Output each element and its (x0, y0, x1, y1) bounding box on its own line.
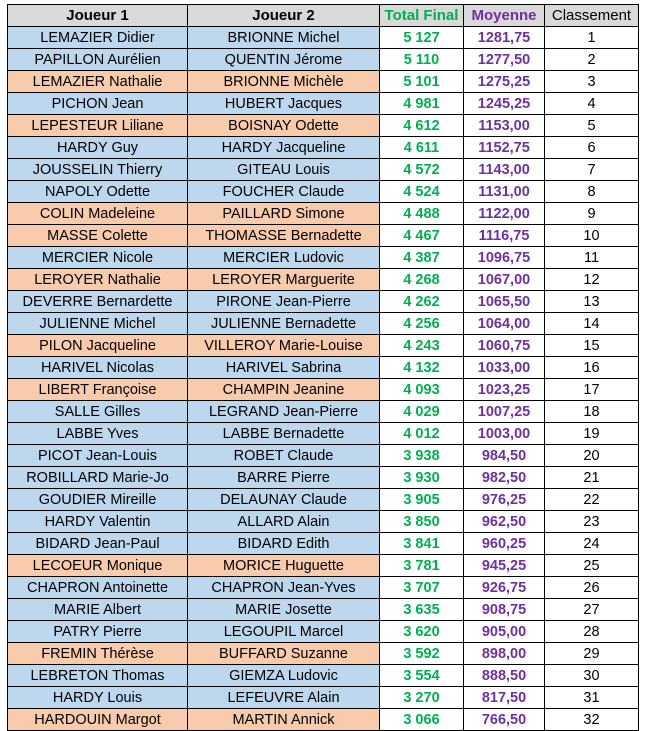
table-row (8, 49, 639, 71)
player2-cell: LEFEUVRE Alain (188, 687, 380, 709)
table-row (8, 71, 639, 93)
player1-cell: PICOT Jean-Louis (8, 445, 188, 467)
total-cell: 3 850 (380, 511, 464, 533)
player1-cell: DEVERRE Bernardette (8, 291, 188, 313)
header-total: Total Final (380, 5, 464, 27)
table-row (8, 489, 639, 511)
player2-cell: HARIVEL Sabrina (188, 357, 380, 379)
rank-cell: 24 (545, 533, 639, 555)
player1-cell: BIDARD Jean-Paul (8, 533, 188, 555)
player2-cell: HUBERT Jacques (188, 93, 380, 115)
player2-cell: BRIONNE Michel (188, 27, 380, 49)
player2-cell: ALLARD Alain (188, 511, 380, 533)
table-row (8, 709, 639, 731)
table-row (8, 335, 639, 357)
rank-cell: 9 (545, 203, 639, 225)
table-row (8, 445, 639, 467)
total-cell: 3 620 (380, 621, 464, 643)
table-row (8, 27, 639, 49)
average-cell: 962,50 (464, 511, 545, 533)
player1-cell: LEBRETON Thomas (8, 665, 188, 687)
rank-cell: 1 (545, 27, 639, 49)
player1-cell: LEPESTEUR Liliane (8, 115, 188, 137)
total-cell: 3 841 (380, 533, 464, 555)
table-row (8, 379, 639, 401)
table-row (8, 269, 639, 291)
player2-cell: MARIE Josette (188, 599, 380, 621)
player2-cell: MERCIER Ludovic (188, 247, 380, 269)
average-cell: 1060,75 (464, 335, 545, 357)
rank-cell: 5 (545, 115, 639, 137)
player1-cell: PILON Jacqueline (8, 335, 188, 357)
average-cell: 1116,75 (464, 225, 545, 247)
total-cell: 3 905 (380, 489, 464, 511)
rank-cell: 23 (545, 511, 639, 533)
table-row (8, 137, 639, 159)
header-rank: Classement (545, 5, 639, 27)
player1-cell: CHAPRON Antoinette (8, 577, 188, 599)
rank-cell: 30 (545, 665, 639, 687)
rank-cell: 28 (545, 621, 639, 643)
rank-cell: 32 (545, 709, 639, 731)
player2-cell: GIEMZA Ludovic (188, 665, 380, 687)
rank-cell: 4 (545, 93, 639, 115)
table-row (8, 291, 639, 313)
rank-cell: 31 (545, 687, 639, 709)
average-cell: 1143,00 (464, 159, 545, 181)
total-cell: 3 592 (380, 643, 464, 665)
player2-cell: BARRE Pierre (188, 467, 380, 489)
player1-cell: HARDY Louis (8, 687, 188, 709)
player2-cell: QUENTIN Jérome (188, 49, 380, 71)
total-cell: 4 612 (380, 115, 464, 137)
average-cell: 1033,00 (464, 357, 545, 379)
table-row (8, 225, 639, 247)
header-average: Moyenne (464, 5, 545, 27)
rank-cell: 12 (545, 269, 639, 291)
total-cell: 4 981 (380, 93, 464, 115)
player1-cell: GOUDIER Mireille (8, 489, 188, 511)
player1-cell: HARDY Valentin (8, 511, 188, 533)
table-row (8, 247, 639, 269)
rank-cell: 16 (545, 357, 639, 379)
player2-cell: PAILLARD Simone (188, 203, 380, 225)
total-cell: 4 256 (380, 313, 464, 335)
total-cell: 4 132 (380, 357, 464, 379)
rank-cell: 8 (545, 181, 639, 203)
total-cell: 3 635 (380, 599, 464, 621)
header-player1: Joueur 1 (8, 5, 188, 27)
player1-cell: LABBE Yves (8, 423, 188, 445)
table-row (8, 533, 639, 555)
table-row (8, 511, 639, 533)
total-cell: 5 127 (380, 27, 464, 49)
total-cell: 4 572 (380, 159, 464, 181)
rank-cell: 19 (545, 423, 639, 445)
player2-cell: THOMASSE Bernadette (188, 225, 380, 247)
average-cell: 1131,00 (464, 181, 545, 203)
player2-cell: BRIONNE Michèle (188, 71, 380, 93)
total-cell: 4 262 (380, 291, 464, 313)
table-row (8, 423, 639, 445)
player2-cell: MARTIN Annick (188, 709, 380, 731)
rank-cell: 17 (545, 379, 639, 401)
player1-cell: HARDOUIN Margot (8, 709, 188, 731)
rank-cell: 13 (545, 291, 639, 313)
average-cell: 976,25 (464, 489, 545, 511)
player1-cell: LEMAZIER Nathalie (8, 71, 188, 93)
rank-cell: 18 (545, 401, 639, 423)
rank-cell: 20 (545, 445, 639, 467)
player1-cell: MASSE Colette (8, 225, 188, 247)
header-player2: Joueur 2 (188, 5, 380, 27)
table-row (8, 599, 639, 621)
total-cell: 3 707 (380, 577, 464, 599)
rank-cell: 27 (545, 599, 639, 621)
player1-cell: MERCIER Nicole (8, 247, 188, 269)
table-row (8, 555, 639, 577)
average-cell: 908,75 (464, 599, 545, 621)
average-cell: 1007,25 (464, 401, 545, 423)
player2-cell: VILLEROY Marie-Louise (188, 335, 380, 357)
player1-cell: SALLE Gilles (8, 401, 188, 423)
average-cell: 817,50 (464, 687, 545, 709)
player1-cell: JULIENNE Michel (8, 313, 188, 335)
player2-cell: JULIENNE Bernadette (188, 313, 380, 335)
player2-cell: BIDARD Edith (188, 533, 380, 555)
average-cell: 1281,75 (464, 27, 545, 49)
player2-cell: CHAPRON Jean-Yves (188, 577, 380, 599)
player1-cell: MARIE Albert (8, 599, 188, 621)
total-cell: 5 110 (380, 49, 464, 71)
total-cell: 3 066 (380, 709, 464, 731)
player1-cell: LIBERT Françoise (8, 379, 188, 401)
table-row (8, 181, 639, 203)
average-cell: 1023,25 (464, 379, 545, 401)
total-cell: 4 012 (380, 423, 464, 445)
average-cell: 1153,00 (464, 115, 545, 137)
average-cell: 1096,75 (464, 247, 545, 269)
player2-cell: DELAUNAY Claude (188, 489, 380, 511)
rank-cell: 10 (545, 225, 639, 247)
table-row (8, 467, 639, 489)
player1-cell: HARDY Guy (8, 137, 188, 159)
average-cell: 1152,75 (464, 137, 545, 159)
average-cell: 960,25 (464, 533, 545, 555)
total-cell: 4 093 (380, 379, 464, 401)
average-cell: 1245,25 (464, 93, 545, 115)
player1-cell: JOUSSELIN Thierry (8, 159, 188, 181)
player1-cell: LEMAZIER Didier (8, 27, 188, 49)
header-row (8, 5, 639, 27)
total-cell: 5 101 (380, 71, 464, 93)
player2-cell: LEROYER Marguerite (188, 269, 380, 291)
rank-cell: 11 (545, 247, 639, 269)
average-cell: 1275,25 (464, 71, 545, 93)
table-row (8, 687, 639, 709)
player1-cell: FREMIN Thérèse (8, 643, 188, 665)
total-cell: 4 387 (380, 247, 464, 269)
rank-cell: 2 (545, 49, 639, 71)
player1-cell: COLIN Madeleine (8, 203, 188, 225)
player2-cell: BUFFARD Suzanne (188, 643, 380, 665)
player1-cell: ROBILLARD Marie-Jo (8, 467, 188, 489)
rank-cell: 3 (545, 71, 639, 93)
table-row (8, 401, 639, 423)
table-row (8, 115, 639, 137)
total-cell: 4 029 (380, 401, 464, 423)
player2-cell: ROBET Claude (188, 445, 380, 467)
total-cell: 4 467 (380, 225, 464, 247)
total-cell: 3 554 (380, 665, 464, 687)
player1-cell: NAPOLY Odette (8, 181, 188, 203)
total-cell: 4 611 (380, 137, 464, 159)
average-cell: 926,75 (464, 577, 545, 599)
table-row (8, 577, 639, 599)
total-cell: 4 488 (380, 203, 464, 225)
average-cell: 905,00 (464, 621, 545, 643)
total-cell: 4 268 (380, 269, 464, 291)
table-row (8, 313, 639, 335)
total-cell: 4 243 (380, 335, 464, 357)
table-row (8, 621, 639, 643)
table-row (8, 643, 639, 665)
total-cell: 4 524 (380, 181, 464, 203)
total-cell: 3 930 (380, 467, 464, 489)
rank-cell: 22 (545, 489, 639, 511)
average-cell: 898,00 (464, 643, 545, 665)
average-cell: 766,50 (464, 709, 545, 731)
player1-cell: PAPILLON Aurélien (8, 49, 188, 71)
table-row (8, 203, 639, 225)
average-cell: 1065,50 (464, 291, 545, 313)
player2-cell: PIRONE Jean-Pierre (188, 291, 380, 313)
player2-cell: HARDY Jacqueline (188, 137, 380, 159)
average-cell: 1277,50 (464, 49, 545, 71)
player1-cell: LECOEUR Monique (8, 555, 188, 577)
total-cell: 3 781 (380, 555, 464, 577)
rank-cell: 21 (545, 467, 639, 489)
rank-cell: 25 (545, 555, 639, 577)
average-cell: 888,50 (464, 665, 545, 687)
table-row (8, 665, 639, 687)
average-cell: 1067,00 (464, 269, 545, 291)
rank-cell: 14 (545, 313, 639, 335)
rank-cell: 15 (545, 335, 639, 357)
player1-cell: PATRY Pierre (8, 621, 188, 643)
player2-cell: MORICE Huguette (188, 555, 380, 577)
table-row (8, 93, 639, 115)
player1-cell: HARIVEL Nicolas (8, 357, 188, 379)
rank-cell: 7 (545, 159, 639, 181)
player2-cell: LEGRAND Jean-Pierre (188, 401, 380, 423)
player2-cell: FOUCHER Claude (188, 181, 380, 203)
rank-cell: 29 (545, 643, 639, 665)
player2-cell: LABBE Bernadette (188, 423, 380, 445)
rank-cell: 6 (545, 137, 639, 159)
table-row (8, 159, 639, 181)
average-cell: 1064,00 (464, 313, 545, 335)
total-cell: 3 938 (380, 445, 464, 467)
player1-cell: LEROYER Nathalie (8, 269, 188, 291)
average-cell: 1122,00 (464, 203, 545, 225)
player2-cell: BOISNAY Odette (188, 115, 380, 137)
average-cell: 945,25 (464, 555, 545, 577)
average-cell: 984,50 (464, 445, 545, 467)
table-body (8, 27, 639, 731)
player1-cell: PICHON Jean (8, 93, 188, 115)
results-table (7, 4, 639, 731)
rank-cell: 26 (545, 577, 639, 599)
player2-cell: GITEAU Louis (188, 159, 380, 181)
average-cell: 982,50 (464, 467, 545, 489)
average-cell: 1003,00 (464, 423, 545, 445)
table-row (8, 357, 639, 379)
player2-cell: LEGOUPIL Marcel (188, 621, 380, 643)
total-cell: 3 270 (380, 687, 464, 709)
player2-cell: CHAMPIN Jeanine (188, 379, 380, 401)
